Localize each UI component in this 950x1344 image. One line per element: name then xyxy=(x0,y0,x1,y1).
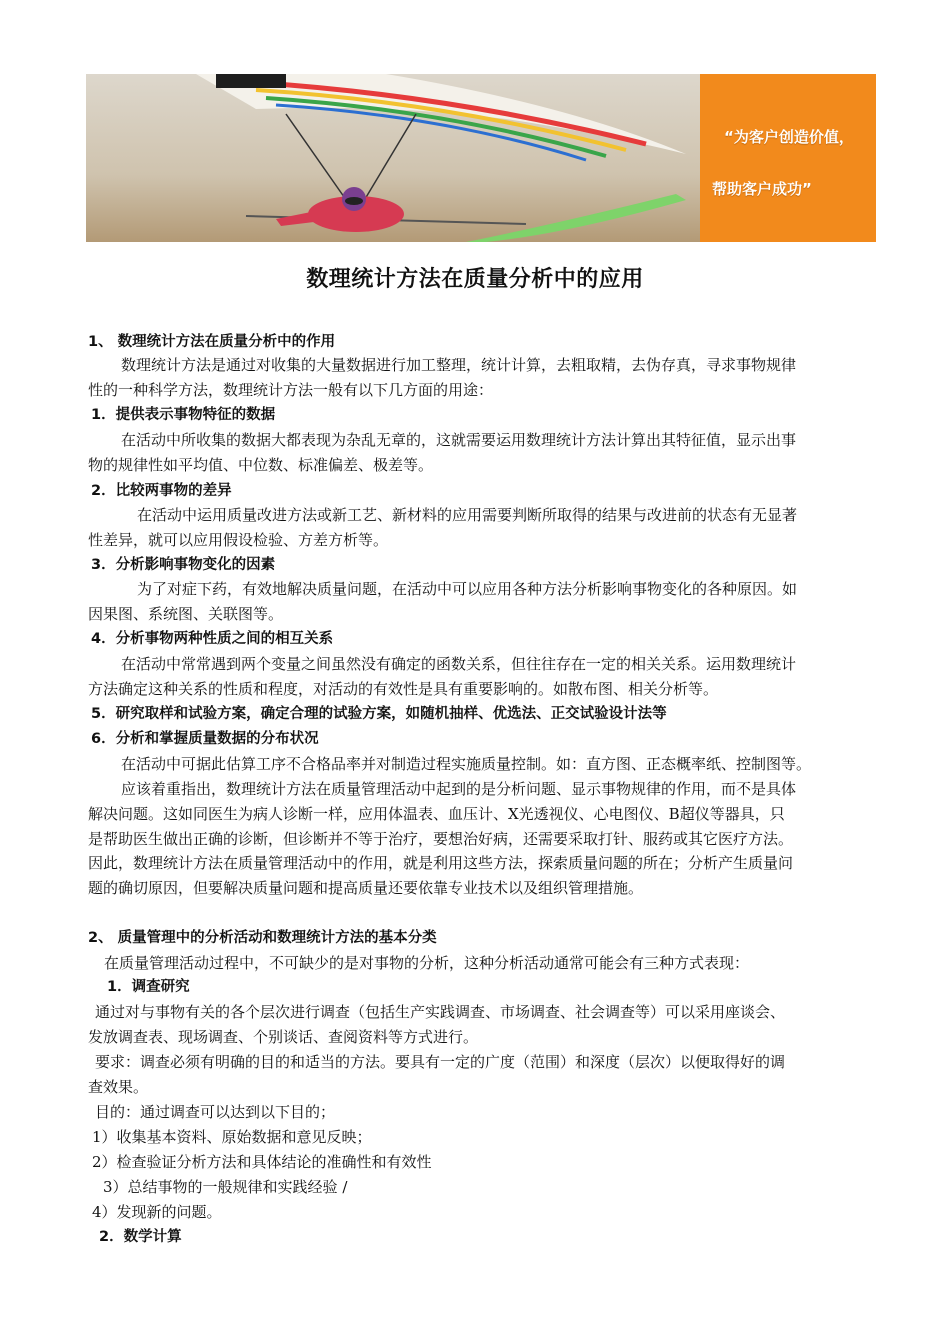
paragraph-line: 数理统计方法是通过对收集的大量数据进行加工整理，统计计算，去粗取精，去伪存真，寻求事物规律 xyxy=(121,356,797,374)
slogan-line-2: 帮助客户成功” xyxy=(712,180,812,198)
paragraph-line: 因果图、系统图、关联图等。 xyxy=(88,605,284,623)
list-item: 1）收集基本资料、原始数据和意见反映； xyxy=(92,1128,372,1146)
paragraph-line: 是帮助医生做出正确的诊断，但诊断并不等于治疗，要想治好病，还需要采取打针、服药或其它医疗方法。 xyxy=(88,830,794,848)
paragraph-line: 解决问题。这如同医生为病人诊断一样，应用体温表、血压计、X光透视仪、心电图仪、B超仪等器具，只 xyxy=(88,805,785,823)
slogan-panel xyxy=(700,74,876,242)
subheading: 1．调查研究 xyxy=(107,979,190,995)
hang-glider-illustration xyxy=(86,74,700,242)
paragraph-line: 在活动中所收集的数据大都表现为杂乱无章的，这就需要运用数理统计方法计算出其特征值，显示出事 xyxy=(121,431,797,449)
paragraph-line: 应该着重指出，数理统计方法在质量管理活动中起到的是分析问题、显示事物规律的作用，而不是具体 xyxy=(121,780,797,798)
subheading: 2．数学计算 xyxy=(99,1229,182,1245)
paragraph-line: 物的规律性如平均值、中位数、标准偏差、极差等。 xyxy=(88,456,434,474)
paragraph-line: 在活动中常常遇到两个变量之间虽然没有确定的函数关系，但往往存在一定的相关关系。运用数理统计 xyxy=(121,655,797,673)
hang-glider-photo xyxy=(86,74,700,242)
header-banner xyxy=(86,74,876,242)
subheading: 1．提供表示事物特征的数据 xyxy=(91,407,276,423)
paragraph-line: 性差异，就可以应用假设检验、方差方析等。 xyxy=(88,531,389,549)
paragraph-line: 方法确定这种关系的性质和程度，对活动的有效性是具有重要影响的。如散布图、相关分析等。 xyxy=(88,680,719,698)
subheading: 4．分析事物两种性质之间的相互关系 xyxy=(91,631,334,647)
paragraph-line: 发放调查表、现场调查、个别谈话、查阅资料等方式进行。 xyxy=(88,1028,479,1046)
slogan-line-1: “为客户创造价值， xyxy=(724,128,854,146)
paragraph-line: 性的一种科学方法，数理统计方法一般有以下几方面的用途： xyxy=(88,381,494,399)
paragraph-line: 在活动中运用质量改进方法或新工艺、新材料的应用需要判断所取得的结果与改进前的状态有无显著 xyxy=(137,506,798,524)
subheading: 3．分析影响事物变化的因素 xyxy=(91,557,276,573)
paragraph-line: 在活动中可据此估算工序不合格品率并对制造过程实施质量控制。如：直方图、正态概率纸、控制图等。 xyxy=(121,755,812,773)
paragraph-line: 因此，数理统计方法在质量管理活动中的作用，就是利用这些方法，探索质量问题的所在；分析产生质量问 xyxy=(88,854,794,872)
paragraph-line: 题的确切原因，但要解决质量问题和提高质量还要依靠专业技术以及组织管理措施。 xyxy=(88,879,644,897)
paragraph-line: 查效果。 xyxy=(88,1078,149,1096)
paragraph-line: 通过对与事物有关的各个层次进行调查（包括生产实践调查、市场调查、社会调查等）可以采用座谈会、 xyxy=(95,1003,786,1021)
list-item: 3）总结事物的一般规律和实践经验 / xyxy=(103,1178,348,1196)
subheading: 5．研究取样和试验方案，确定合理的试验方案，如随机抽样、优选法、正交试验设计法等 xyxy=(91,706,667,722)
subheading: 6．分析和掌握质量数据的分布状况 xyxy=(91,731,319,747)
document-title: 数理统计方法在质量分析中的应用 xyxy=(306,267,644,292)
paragraph-line: 目的：通过调查可以达到以下目的； xyxy=(95,1103,336,1121)
paragraph-line: 为了对症下药，有效地解决质量问题，在活动中可以应用各种方法分析影响事物变化的各种原因。如 xyxy=(137,580,798,598)
paragraph-line: 要求：调查必须有明确的目的和适当的方法。要具有一定的广度（范围）和深度（层次）以便取得好的调 xyxy=(95,1053,786,1071)
list-item: 4）发现新的问题。 xyxy=(92,1203,222,1221)
subheading: 2．比较两事物的差异 xyxy=(91,483,232,499)
section-heading: 1、 数理统计方法在质量分析中的作用 xyxy=(88,334,336,350)
list-item: 2）检查验证分析方法和具体结论的准确性和有效性 xyxy=(92,1153,432,1171)
section-heading: 2、 质量管理中的分析活动和数理统计方法的基本分类 xyxy=(88,930,437,946)
paragraph-line: 在质量管理活动过程中，不可缺少的是对事物的分析，这种分析活动通常可能会有三种方式表现： xyxy=(104,954,750,972)
